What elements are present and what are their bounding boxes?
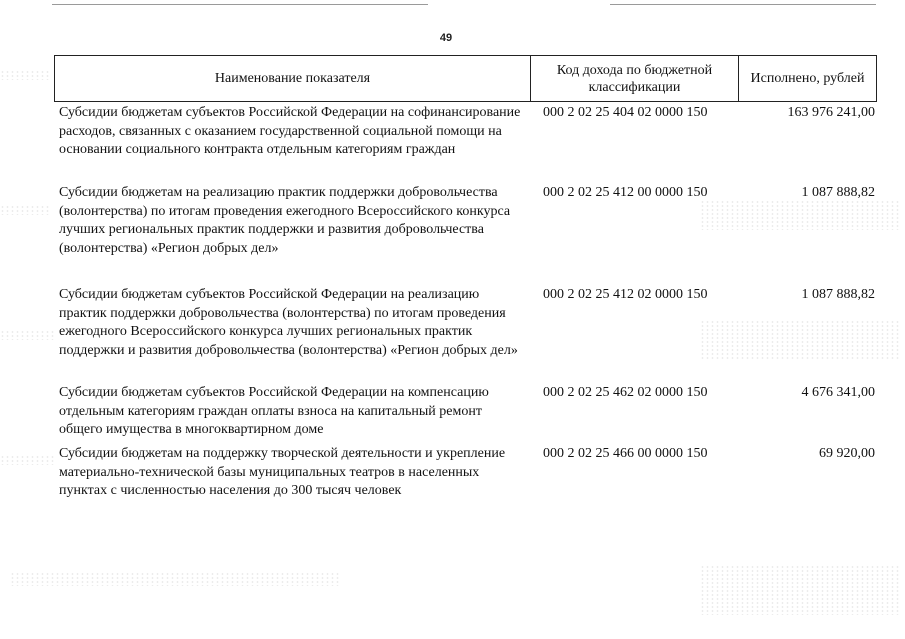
row-name: Субсидии бюджетам на поддержку творческой деятельности и укрепление материально-технической базы муниципальных театров в населенных пунктах с численностью населения до 300 тысяч человек: [59, 446, 506, 499]
row-amount: 69 920,00: [819, 446, 875, 461]
row-name: Субсидии бюджетам субъектов Российской Федерации на софинансирование расходов, связанных с оказанием государственной социальной помощи на основании социального контракта отдельным категориям граждан: [59, 105, 521, 158]
table-row: [59, 286, 879, 380]
column-header-code: Код дохода по бюджетной классификации: [531, 56, 739, 101]
row-amount: 4 676 341,00: [801, 385, 875, 400]
table-header: [54, 55, 877, 102]
row-code: 000 2 02 25 412 02 0000 150: [543, 287, 708, 302]
column-header-amount: Исполнено, рублей: [750, 71, 865, 86]
scan-edge-line: [52, 4, 428, 5]
row-code: 000 2 02 25 412 00 0000 150: [543, 185, 708, 200]
row-amount: 1 087 888,82: [801, 287, 875, 302]
row-name: Субсидии бюджетам на реализацию практик поддержки добровольчества (волонтерства) по итогам проведения ежегодного Всероссийского конкурса лучших региональных практик поддержки и развития добровольчества (волонтерства) «Регион добрых дел»: [59, 185, 511, 256]
row-code: 000 2 02 25 404 02 0000 150: [543, 105, 708, 120]
scan-noise: [0, 205, 50, 215]
column-header-name: Наименование показателя: [55, 56, 531, 101]
row-code: 000 2 02 25 462 02 0000 150: [543, 385, 708, 400]
scan-edge-line: [610, 4, 876, 5]
scan-noise: [10, 572, 340, 586]
row-name: Субсидии бюджетам субъектов Российской Федерации на компенсацию отдельным категориям граждан оплаты взноса на капитальный ремонт общего имущества в многоквартирном доме: [59, 385, 489, 438]
row-amount: 163 976 241,00: [787, 105, 875, 120]
scan-noise: [700, 565, 900, 615]
row-code: 000 2 02 25 466 00 0000 150: [543, 446, 708, 461]
scan-noise: [0, 330, 55, 340]
page-number: 49: [439, 32, 453, 44]
table-row: [59, 104, 879, 180]
row-name: Субсидии бюджетам субъектов Российской Федерации на реализацию практик поддержки добровольчества (волонтерства) по итогам проведения ежегодного Всероссийского конкурса лучших региональных практик поддержки и развития добровольчества (волонтерства) «Регион добрых дел»: [59, 287, 518, 358]
row-amount: 1 087 888,82: [801, 185, 875, 200]
scan-noise: [0, 455, 55, 465]
table-row: [59, 384, 879, 441]
scan-noise: [0, 70, 50, 80]
table-row: [59, 184, 879, 260]
table-row: [59, 445, 879, 502]
